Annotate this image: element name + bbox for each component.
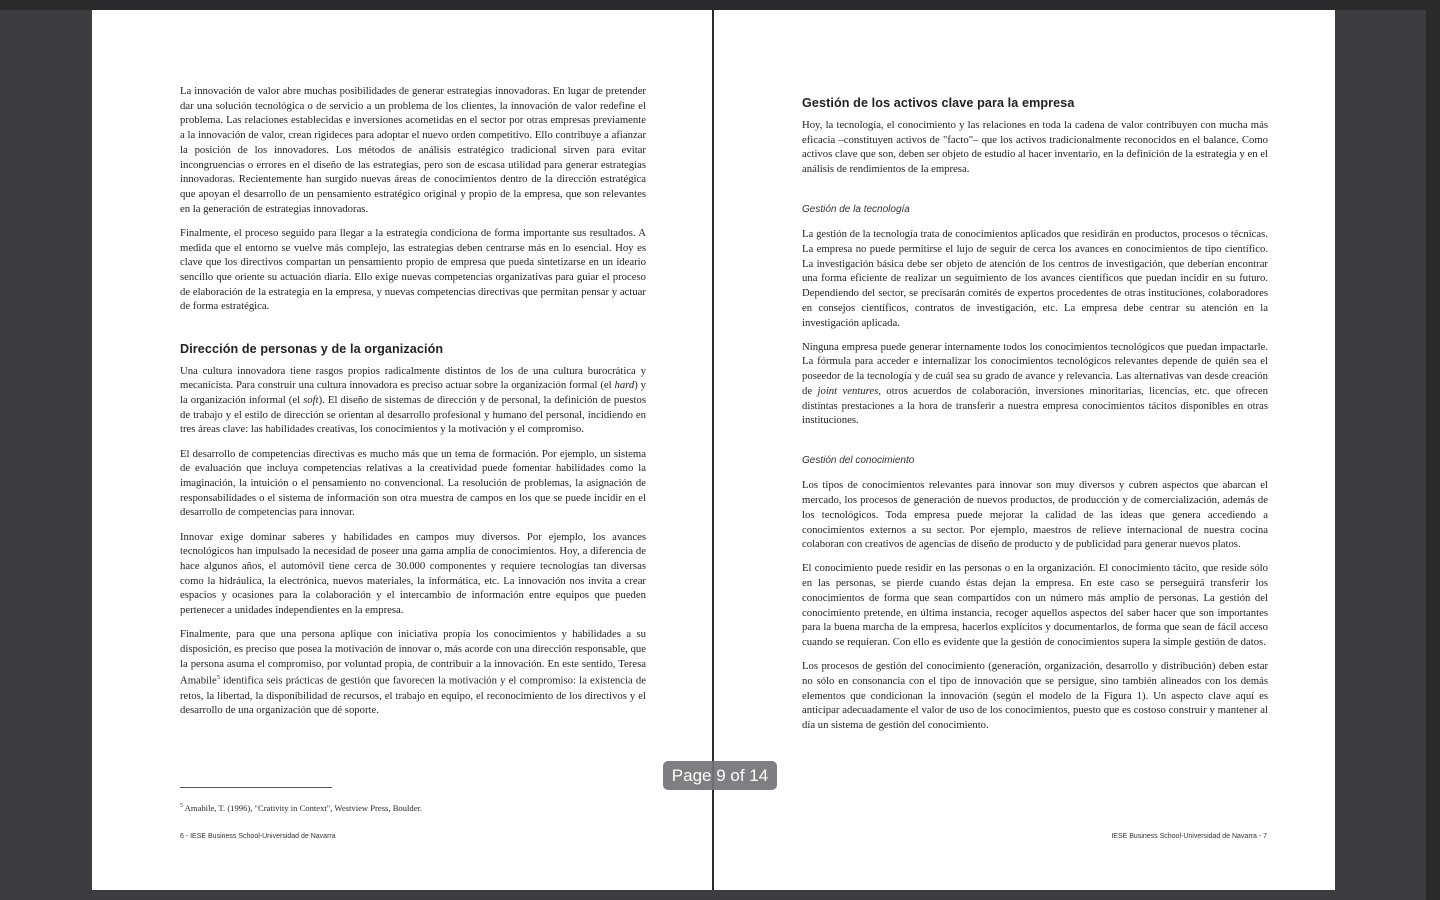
viewer-scrollbar[interactable]: [1426, 0, 1440, 900]
section-heading: Gestión de los activos clave para la empresa: [802, 96, 1075, 110]
paragraph: Finalmente, para que una persona aplique con iniciativa propia los conocimientos y habilidades a su disposición, es preciso que posea la motivación de innovar o, más acorde con una dirección responsable, que la persona asuma el compromiso, por voluntad propia, de contribuir a la innovación. En este sentido, Teresa Amabile$^5$ identifica seis prácticas de gestión que favorecen la motivación y el compromiso: la existencia de retos, la libertad, la disponibilidad de recursos, el trabajo en equipo, el reconocimiento de los directivos y el desarrollo de una organización que dé soporte.: [180, 628, 646, 717]
left-page: [92, 10, 712, 890]
page-indicator: Page 9 of 14: [663, 761, 777, 790]
page-spread: [92, 10, 1335, 890]
paragraph: Ninguna empresa puede generar internamente todos los conocimientos tecnológicos que puedan impactarle. La fórmula para acceder e internalizar los conocimientos tecnológicos relevantes depende de quién sea el poseedor de la tecnología y de cuál sea su grado de avance y relevancia. Las alternativas van desde creación de joint ventures, otros acuerdos de colaboración, inversiones minoritarias, licencias, etc. que ofrecen distintas prestaciones a la hora de transferir a nuestra empresa conocimientos tácitos disponibles en otras instituciones.: [802, 340, 1268, 427]
paragraph: Los tipos de conocimientos relevantes para innovar son muy diversos y cubren aspectos que abarcan el mercado, los procesos de generación de nuevos productos, de producción y de comercialización, además de los tecnológicos. Toda empresa puede mejorar la calidad de las ideas que genera accediendo a conocimientos externos a su sector. Por ejemplo, maestros de relieve internacional de nuestra cocina colaboran con creativos de agencias de diseño de producto y de publicidad para generar nuevos platos.: [802, 479, 1268, 551]
right-page-content: [802, 96, 1268, 742]
paragraph: El desarrollo de competencias directivas es mucho más que un tema de formación. Por ejemplo, un sistema de evaluación que incluya competencias relativas a la creatividad puede fomentar habilidades como la imaginación, la intuición o el pensamiento no convencional. La resolución de problemas, la asignación de responsabilidades o el sistema de información son otra muestra de campos en los que se puede incidir en el desarrollo de competencias para innovar.: [180, 447, 646, 519]
section-heading: Dirección de personas y de la organización: [180, 341, 444, 356]
paragraph: La gestión de la tecnología trata de conocimientos aplicados que residirán en productos, procesos o técnicas. La empresa no puede permitirse el lujo de seguir de cerca los avances en conocimientos de tipo científico. La investigación básica debe ser objeto de atención de los centros de investigación, que deberían encontrar una forma eficiente de realizar un seguimiento de los avances científicos que puedan incidir en su futuro. Dependiendo del sector, se precisarán comités de expertos procedentes de otras instituciones, colaboradores en consejos científicos, contratos de investigación, etc. La empresa debe centrar su atención en la investigación aplicada.: [802, 228, 1268, 329]
paragraph: Finalmente, el proceso seguido para llegar a la estrategia condiciona de forma importante sus resultados. A medida que el entorno se vuelve más complejo, las estrategias deben centrarse más en lo esencial. Hoy es clave que los directivos compartan un pensamiento propio de empresa que pueda sintetizarse en un ideario sencillo que oriente su actuación diaria. Ello exige nuevas competencias organizativas para guiar el proceso de elaboración de la estrategia en la empresa, y nuevas competencias directivas que permitan pensar y actuar de forma estratégica.: [180, 226, 646, 313]
viewer-top-band: [0, 0, 1440, 10]
footnote-ref[interactable]: 5: [216, 675, 220, 682]
paragraph: Una cultura innovadora tiene rasgos propios radicalmente distintos de los de una cultura burocrática y mecanicista. Para construir una cultura innovadora es preciso actuar sobre la organización formal (el hard) y la organización informal (el soft). El diseño de sistemas de dirección y de personal, la definición de puestos de trabajo y el estilo de dirección se orientan al desarrollo profesional y humano del personal, incidiendo en tres áreas clave: las habilidades creativas, los conocimientos y la motivación y el compromiso.: [180, 364, 647, 436]
paragraph: Los procesos de gestión del conocimiento (generación, organización, desarrollo y distribución) deben estar no sólo en consonancia con el tipo de innovación que se persigue, sino también alineados con los demás elementos que condicionan la innovación (según el modelo de la Figura 1). Un aspecto clave aquí es anticipar adecuadamente el valor de uso de los conocimientos, puesto que es costoso construir y mantener al día un sistema de gestión del conocimiento.: [802, 660, 1268, 731]
footnote-rule: [180, 787, 332, 788]
paragraph: Hoy, la tecnología, el conocimiento y las relaciones en toda la cadena de valor contribuyen con mucha más eficacia –constituyen activos de "facto"– que los activos tradicionalmente reconocidos en el balance. Como activos clave que son, deben ser objeto de estudio al hacer inventario, en la definición de la estrategia y en el análisis de rendimientos de la empresa.: [802, 119, 1268, 176]
page-footer-left: 6 - IESE Business School-Universidad de Navarra: [180, 833, 336, 840]
right-page: [714, 10, 1335, 890]
paragraph: La innovación de valor abre muchas posibilidades de generar estrategias innovadoras. En lugar de pretender dar una solución tecnológica o de servicio a un problema de los clientes, la innovación de valor redefine el problema. Las relaciones establecidas e inversiones acometidas en el sector por otras empresas previamente a la innovación de valor, crean rigideces para adoptar el nuevo orden competitivo. Ello contribuye a afianzar la posición de los innovadores. Los métodos de análisis estratégico tradicional sirven para evitar incongruencias o errores en el diseño de las estrategias, pero son de escasa utilidad para generar estrategias innovadoras. Recientemente han surgido nuevas áreas de conocimientos dentro de la dirección estratégica que apoyan el desarrollo de un pensamiento estratégico original y propio de la empresa, que son relevantes en la generación de estrategias innovadoras.: [180, 85, 646, 215]
footnote: $^5$ Amabile, T. (1996), "Crativity in Context", Westview Press, Boulder.: [180, 803, 423, 813]
page-footer-right: IESE Business School-Universidad de Navarra - 7: [1111, 833, 1267, 840]
subsection-heading: Gestión de la tecnología: [802, 204, 910, 216]
paragraph: Innovar exige dominar saberes y habilidades en campos muy diversos. Por ejemplo, los avances tecnológicos han impulsado la necesidad de poseer una gama amplia de conocimientos. Hoy, a diferencia de hace algunos años, el automóvil tiene cerca de 30.000 componentes y requiere tecnologías tan diversas como la hidráulica, la electrónica, nuevos materiales, la informática, etc. La innovación nos invita a crear espacios y ocasiones para la colaboración y el intercambio de información entre equipos que pueden pertenecer a unidades independientes en la empresa.: [180, 530, 646, 617]
paragraph: El conocimiento puede residir en las personas o en la organización. El conocimiento tácito, que reside sólo en las personas, se pierde cuando éstas dejan la empresa. En este caso se perseguirá transferir los conocimientos de forma que sean compartidos con un número más amplio de personas. La gestión del conocimiento pretende, en última instancia, recoger aquellos aspectos del saber hacer que son importantes para la buena marcha de la empresa, hacerlos explícitos y documentarlos, de forma que sean de fácil acceso cuando se requieran. Con ello es evidente que la gestión de conocimientos supera la simple gestión de datos.: [802, 562, 1268, 648]
left-page-content: [180, 84, 646, 728]
subsection-heading: Gestión del conocimiento: [802, 455, 915, 467]
